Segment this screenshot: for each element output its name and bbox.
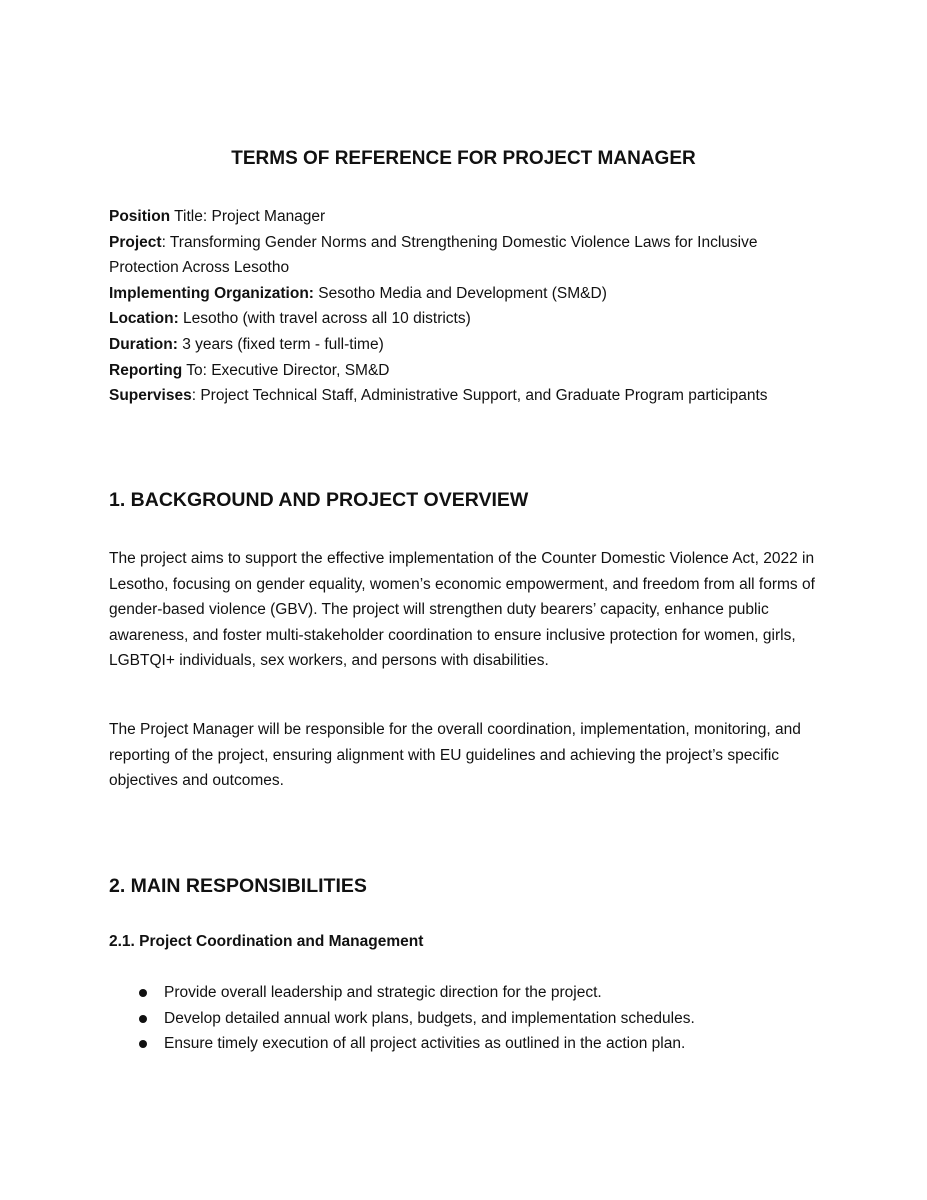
list-item xyxy=(109,980,829,1006)
meta-label: Position xyxy=(109,208,171,225)
bullet-icon xyxy=(139,1040,147,1048)
meta-value: Title: Project Manager xyxy=(170,208,326,225)
list-item-text: Ensure timely execution of all project activities as outlined in the action plan. xyxy=(164,1035,686,1053)
background-paragraph: The project aims to support the effective implementation of the Counter Domestic Violence Act, 2022 in Lesotho, focusing on gender equality, women’s economic empowerment, and freedom from all forms of gender-based violence (GBV). The project will strengthen duty bearers’ capacity, enhance public awareness, and foster multi-stakeholder coordination to ensure inclusive protection for women, girls, LGBTQI+ individuals, sex workers, and persons with disabilities. xyxy=(109,550,815,670)
bullet-icon xyxy=(139,1015,147,1023)
meta-value: Sesotho Media and Development (SM&D) xyxy=(313,284,607,302)
meta-label: Reporting xyxy=(109,361,183,379)
bullet-icon xyxy=(139,989,147,997)
subsection-heading-coordination: 2.1. Project Coordination and Management xyxy=(109,933,424,950)
list-item-text: Provide overall leadership and strategic direction for the project. xyxy=(164,984,602,1001)
meta-reporting xyxy=(109,358,829,384)
section-heading-responsibilities: 2. MAIN RESPONSIBILITIES xyxy=(109,875,367,897)
meta-label: Project xyxy=(109,233,162,251)
meta-label: Supervises xyxy=(109,387,192,405)
responsibilities-list xyxy=(109,980,829,1057)
meta-label: Location: xyxy=(109,310,179,328)
list-item xyxy=(109,1031,829,1057)
meta-value: : Project Technical Staff, Administrative Support, and Graduate Program participants xyxy=(191,387,768,405)
meta-organization xyxy=(109,281,829,307)
meta-supervises xyxy=(109,383,829,409)
meta-value: Lesotho (with travel across all 10 districts) xyxy=(178,310,471,328)
meta-location xyxy=(109,306,829,332)
project-manager-paragraph: The Project Manager will be responsible for the overall coordination, implementation, monitoring, and reporting of the project, ensuring alignment with EU guidelines and achieving the project’s specific objectives and outcomes. xyxy=(109,721,801,790)
meta-value: 3 years (fixed term - full-time) xyxy=(177,335,384,353)
position-details xyxy=(109,204,829,409)
meta-label: Implementing Organization: xyxy=(109,284,314,302)
document-title: TERMS OF REFERENCE FOR PROJECT MANAGER xyxy=(231,148,696,169)
meta-value: To: Executive Director, SM&D xyxy=(182,361,390,379)
meta-position xyxy=(109,204,829,230)
section-heading-background: 1. BACKGROUND AND PROJECT OVERVIEW xyxy=(109,489,529,511)
meta-duration xyxy=(109,332,829,358)
meta-value: : Transforming Gender Norms and Strengthening Domestic Violence Laws for Inclusive Protection Across Lesotho xyxy=(109,233,758,277)
meta-label: Duration: xyxy=(109,335,178,353)
meta-project xyxy=(109,230,829,281)
list-item xyxy=(109,1006,829,1032)
list-item-text: Develop detailed annual work plans, budgets, and implementation schedules. xyxy=(164,1009,695,1027)
